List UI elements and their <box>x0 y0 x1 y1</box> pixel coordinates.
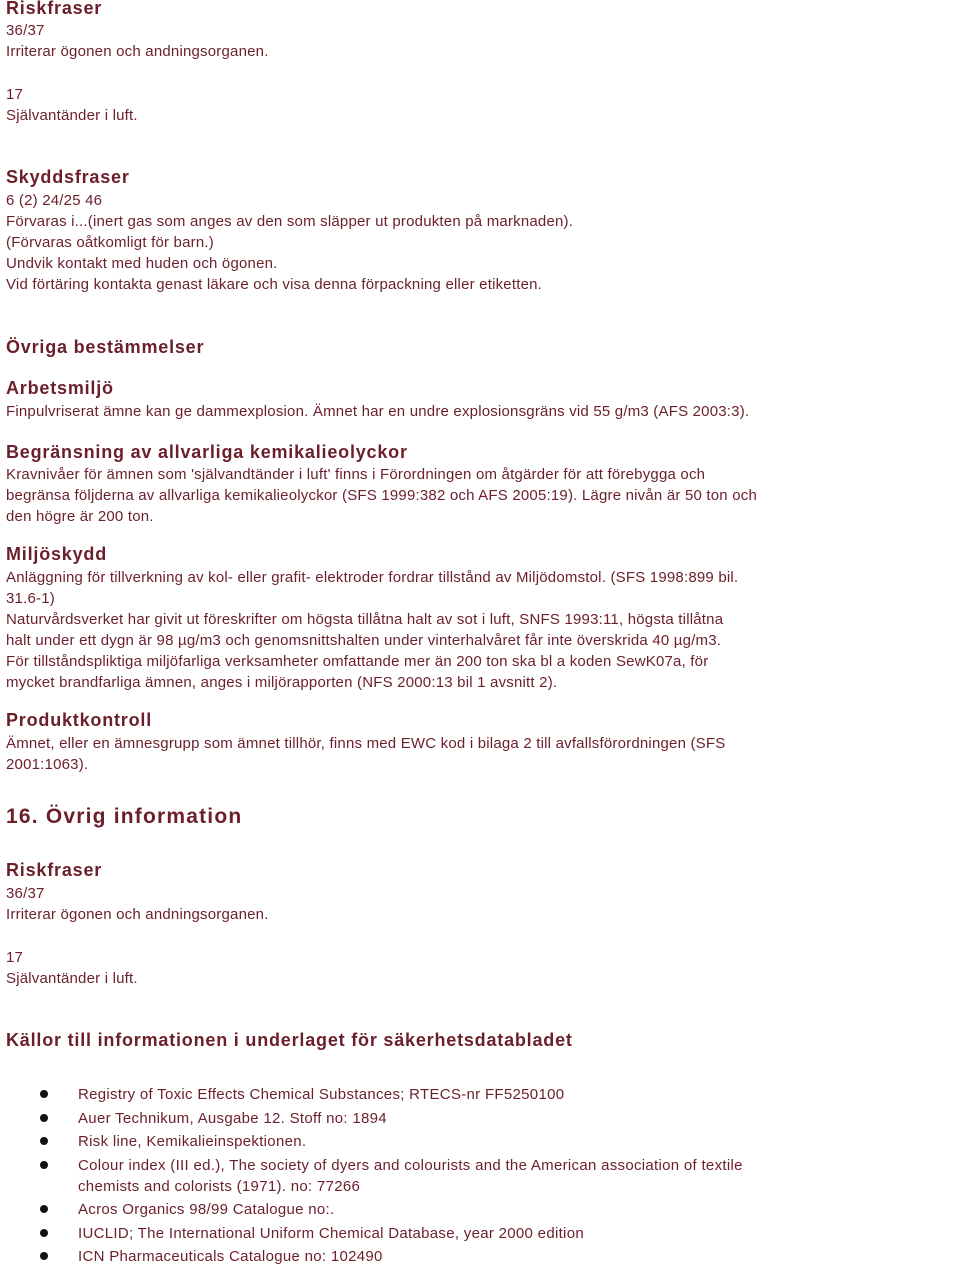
list-item-text: chemists and colorists (1971). no: 77266 <box>78 1177 361 1195</box>
sources-list <box>78 1084 743 1270</box>
list-item-text: Auer Technikum, Ausgabe 12. Stoff no: 1894 <box>78 1109 387 1127</box>
list-item-text: Acros Organics 98/99 Catalogue no:. <box>78 1201 335 1218</box>
environment-protection-line: mycket brandfarliga ämnen, anges i miljörapporten (NFS 2000:13 bil 1 avsnitt 2). <box>6 674 558 691</box>
environment-protection-line: Naturvårdsverket har givit ut föreskrifter om högsta tillåtna halt av sot i luft, SNFS 1993:11, högsta tillåtna <box>6 611 724 628</box>
environment-protection-line: För tillståndspliktiga miljöfarliga verksamheter omfattande mer än 200 ton ska bl a koden SewK07a, för <box>6 653 709 670</box>
list-item-text: ICN Pharmaceuticals Catalogue no: 102490 <box>78 1248 383 1265</box>
safety-line: Förvaras i...(inert gas som anges av den som släpper ut produkten på marknaden). <box>6 213 574 230</box>
work-environment-heading: Arbetsmiljö <box>6 378 114 398</box>
risk-code: 36/37 <box>6 22 45 39</box>
list-item-text: Colour index (III ed.), The society of dyers and colourists and the American association of textile <box>78 1156 743 1174</box>
list-item-text: Risk line, Kemikalieinspektionen. <box>78 1133 307 1150</box>
list-item <box>78 1223 743 1244</box>
safety-line: Vid förtäring kontakta genast läkare och visa denna förpackning eller etiketten. <box>6 276 543 293</box>
environment-protection-heading: Miljöskydd <box>6 544 108 564</box>
accident-limitation-line: den högre är 200 ton. <box>6 508 154 525</box>
risk-code: 17 <box>6 949 24 966</box>
risk-code: 36/37 <box>6 885 45 902</box>
environment-protection-line: 31.6-1) <box>6 590 55 607</box>
environment-protection-line: halt under ett dygn är 98 µg/m3 och genomsnittshalten under vinterhalvåret får inte överskrida 40 µg/m3. <box>6 632 722 649</box>
list-item <box>78 1108 743 1129</box>
product-control-line: 2001:1063). <box>6 756 89 773</box>
accident-limitation-line: begränsa följderna av allvarliga kemikalieolyckor (SFS 1999:382 och AFS 2005:19). Lägre nivån är 50 ton och <box>6 487 757 504</box>
safety-codes: 6 (2) 24/25 46 <box>6 192 103 209</box>
list-item <box>78 1084 743 1105</box>
risk-text: Självantänder i luft. <box>6 970 138 987</box>
risk-text: Irriterar ögonen och andningsorganen. <box>6 43 269 60</box>
list-item <box>78 1199 743 1220</box>
safety-line: (Förvaras oåtkomligt för barn.) <box>6 234 214 251</box>
product-control-heading: Produktkontroll <box>6 710 152 730</box>
section-16-title: 16. Övrig information <box>6 805 243 828</box>
risk-phrases-heading: Riskfraser <box>6 860 103 880</box>
work-environment-text: Finpulvriserat ämne kan ge dammexplosion. Ämnet har en undre explosionsgräns vid 55 g/m3 (AFS 2003:3). <box>6 403 750 420</box>
risk-text: Irriterar ögonen och andningsorganen. <box>6 906 269 923</box>
accident-limitation-heading: Begränsning av allvarliga kemikalieolyckor <box>6 442 408 462</box>
other-regulations-heading: Övriga bestämmelser <box>6 337 205 357</box>
accident-limitation-line: Kravnivåer för ämnen som 'självandtänder i luft' finns i Förordningen om åtgärder för att förebygga och <box>6 466 706 483</box>
list-item-text: IUCLID; The International Uniform Chemical Database, year 2000 edition <box>78 1224 584 1242</box>
risk-code: 17 <box>6 86 24 103</box>
environment-protection-line: Anläggning för tillverkning av kol- eller grafit- elektroder fordrar tillstånd av Miljödomstol. (SFS 1998:899 bil. <box>6 569 739 586</box>
list-item-text: Registry of Toxic Effects Chemical Substances; RTECS-nr FF5250100 <box>78 1086 565 1103</box>
risk-text: Självantänder i luft. <box>6 107 138 124</box>
list-item <box>78 1155 743 1197</box>
list-item <box>78 1131 743 1152</box>
risk-phrases-heading: Riskfraser <box>6 0 103 18</box>
safety-line: Undvik kontakt med huden och ögonen. <box>6 255 278 272</box>
sources-heading: Källor till informationen i underlaget för säkerhetsdatabladet <box>6 1030 573 1050</box>
product-control-line: Ämnet, eller en ämnesgrupp som ämnet tillhör, finns med EWC kod i bilaga 2 till avfallsförordningen (SFS <box>6 735 726 752</box>
safety-phrases-heading: Skyddsfraser <box>6 167 130 187</box>
list-item <box>78 1246 743 1267</box>
